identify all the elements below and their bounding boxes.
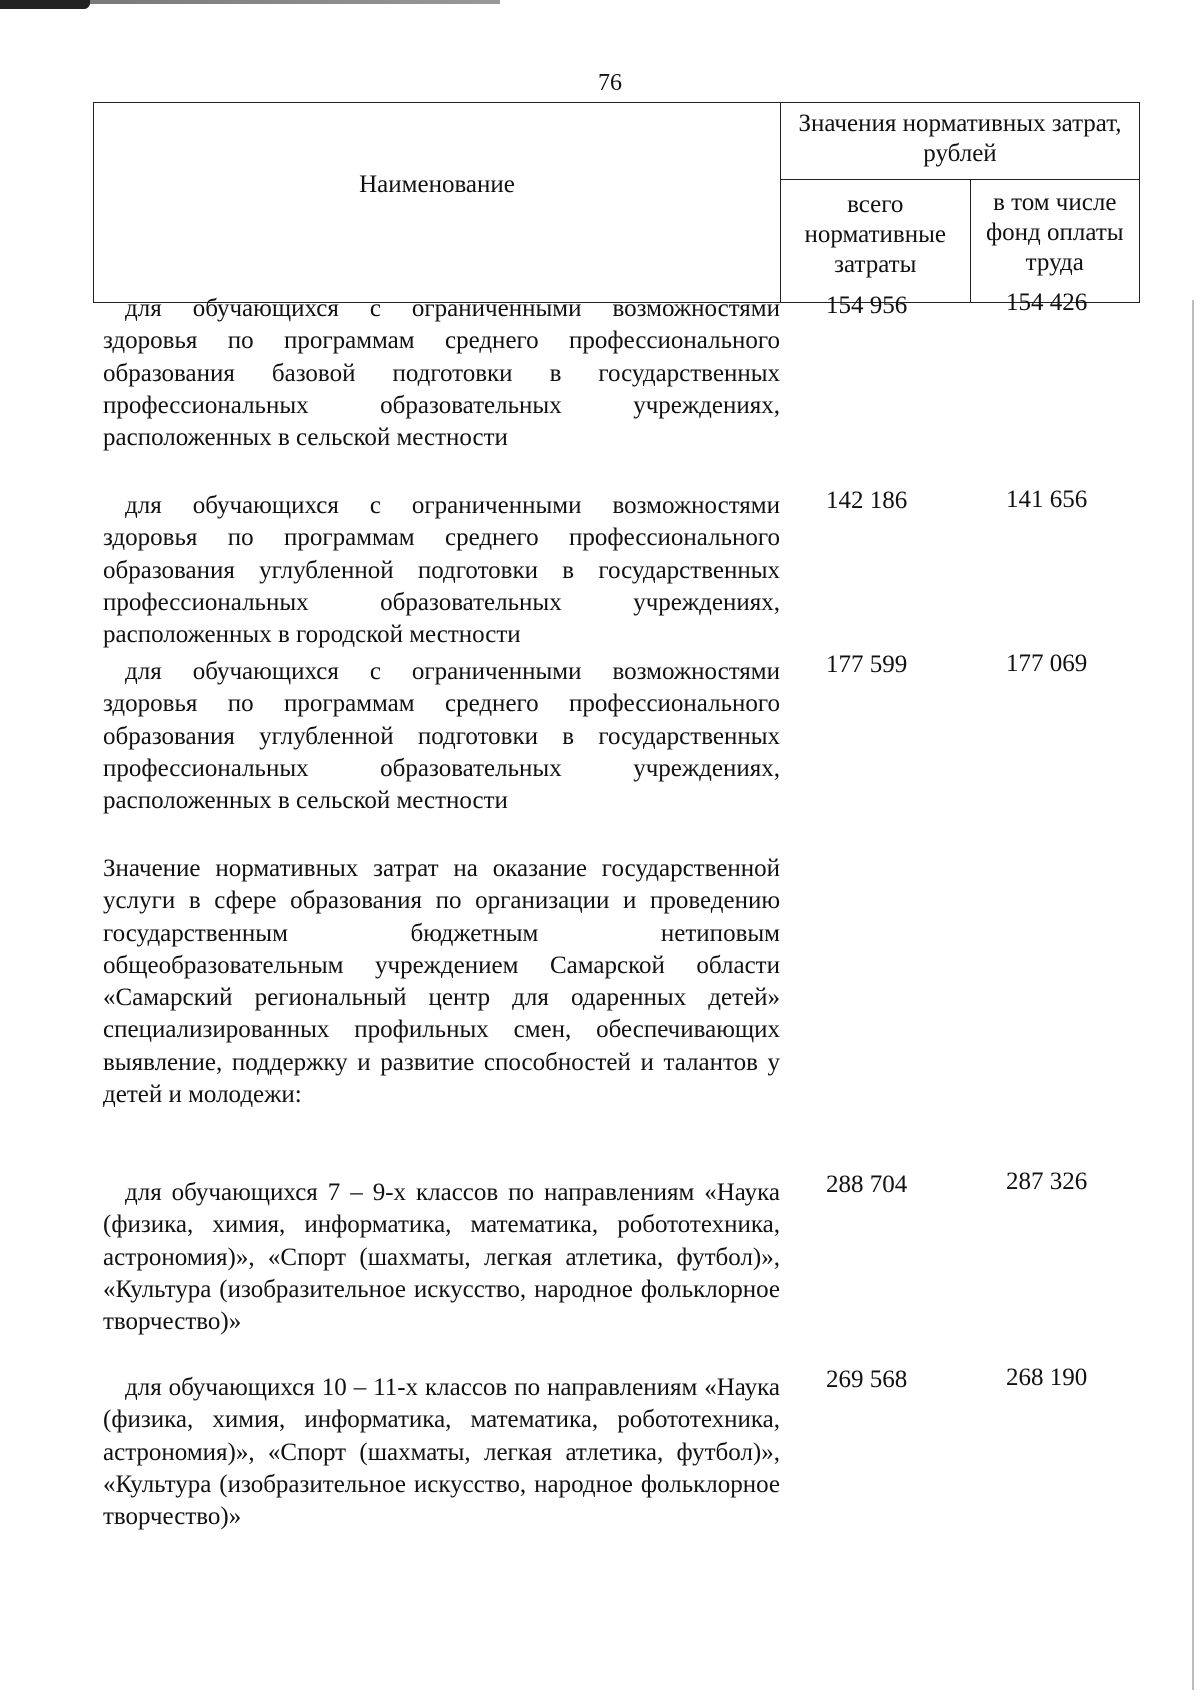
page-number: 76 <box>598 70 622 96</box>
header-name-label: Наименование <box>359 170 515 198</box>
row-wage-value: 154 426 <box>1006 289 1088 316</box>
row-description: для обучающихся с ограниченными возможностями здоровья по программам среднего профессионального образования базовой подготовки в государственных профессиональных образовательных учреждениях, расположенных в сельской местности <box>103 295 780 452</box>
row-total-value: 154 956 <box>826 292 908 319</box>
scan-edge-line <box>1192 300 1194 1690</box>
section-heading-description: Значение нормативных затрат на оказание государственной услуги в сфере образования по организации и проведению государственным бюджетным нетиповым общеобразовательным учреждением Самарской области «Самарский региональный центр для одаренных детей» специализированных профильных смен, обеспечивающих выявление, поддержку и развитие способностей и талантов у детей и молодежи: <box>103 855 780 1109</box>
row-description: для обучающихся с ограниченными возможностями здоровья по программам среднего профессионального образования углубленной подготовки в государственных профессиональных образовательных учреждениях, расположенных в городской местности <box>103 492 780 649</box>
row-wage-value: 177 069 <box>1006 650 1088 677</box>
row-total-value: 177 599 <box>826 651 908 678</box>
row-wage-value: 141 656 <box>1006 486 1088 513</box>
row-total-value: 269 568 <box>826 1366 908 1393</box>
header-wage-label: в том числе фонд оплаты труда <box>985 189 1124 276</box>
scan-artifact-corner <box>0 0 90 9</box>
row-total-value: 142 186 <box>826 487 908 514</box>
header-values-group <box>781 103 1140 180</box>
row-description: для обучающихся с ограниченными возможностями здоровья по программам среднего профессионального образования углубленной подготовки в государственных профессиональных образовательных учреждениях, расположенных в сельской местности <box>103 658 780 815</box>
row-wage-value: 287 326 <box>1006 1168 1088 1195</box>
row-description: для обучающихся 7 – 9-х классов по направлениям «Наука (физика, химия, информатика, математика, робототехника, астрономия)», «Спорт (шахматы, легкая атлетика, футбол)», «Культура (изобразительное искусство, народное фольклорное творчество)» <box>103 1179 780 1336</box>
row-wage-value: 268 190 <box>1006 1364 1088 1391</box>
row-description: для обучающихся 10 – 11-х классов по направлениям «Наука (физика, химия, информатика, математика, робототехника, астрономия)», «Спорт (шахматы, легкая атлетика, футбол)», «Культура (изобразительное искусство, народное фольклорное творчество)» <box>103 1374 780 1531</box>
header-name-cell <box>94 103 781 303</box>
header-values-label: Значения нормативных затрат, рублей <box>798 110 1122 167</box>
header-wage-cell <box>970 180 1139 303</box>
header-total-label: всего нормативные затраты <box>804 191 946 278</box>
table-header <box>93 102 1140 303</box>
header-total-cell <box>781 180 971 303</box>
row-total-value: 288 704 <box>826 1171 908 1198</box>
